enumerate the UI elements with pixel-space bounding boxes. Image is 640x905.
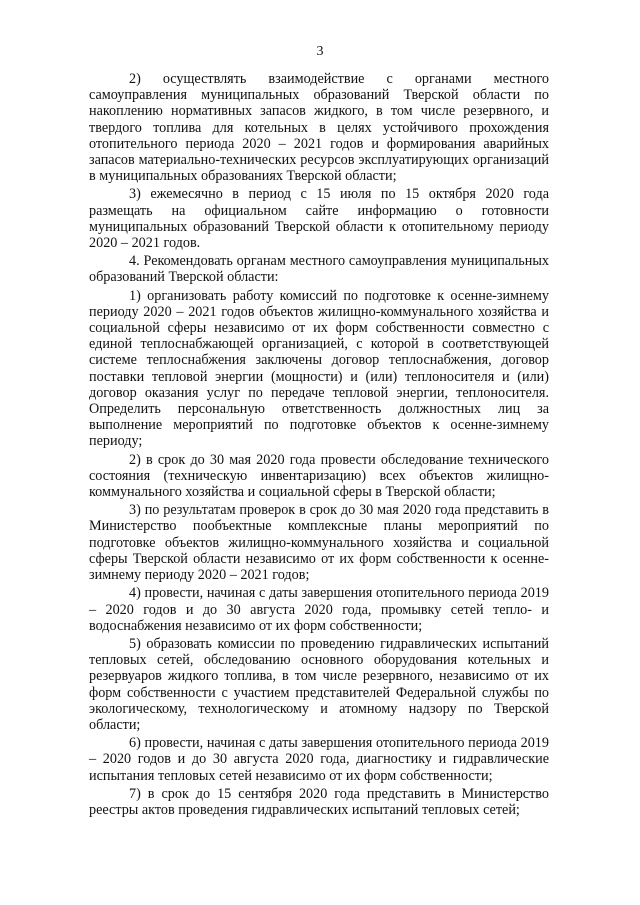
paragraph-subitem-2-inspection: 2) в срок до 30 мая 2020 года провести обследование технического состояния (техническую инвентаризацию) всех объектов жилищно-коммунального хозяйства и социальной сферы в Тверской области; [89, 451, 549, 501]
paragraph-section-4-recommendations: 4. Рекомендовать органам местного самоуправления муниципальных образований Тверской области: [89, 253, 549, 286]
paragraph-subitem-5-hydraulic-commissions: 5) образовать комиссии по проведению гидравлических испытаний тепловых сетей, обследованию основного оборудования котельных и резервуаров жидкого топлива, в том числе резервного, независимо от их форм собственности с участием представителей Федеральной службы по экологическому, технологическому и атомному надзору по Тверской области; [89, 635, 549, 733]
paragraph-item-3-monthly-publication: 3) ежемесячно в период с 15 июля по 15 октября 2020 года размещать на официальном сайте информацию о готовности муниципальных образований Тверской области к отопительному периоду 2020 – 2021 годов. [89, 186, 549, 252]
paragraph-subitem-4-flushing: 4) провести, начиная с даты завершения отопительного периода 2019 – 2020 годов и до 30 августа 2020 года, промывку сетей тепло- и водоснабжения независимо от их форм собственности; [89, 585, 549, 634]
document-body [89, 71, 549, 820]
paragraph-subitem-7-registers: 7) в срок до 15 сентября 2020 года представить в Министерство реестры актов проведения гидравлических испытаний тепловых сетей; [89, 785, 549, 818]
paragraph-subitem-3-plans: 3) по результатам проверок в срок до 30 мая 2020 года представить в Министерство пообъектные комплексные планы мероприятий по подготовке объектов жилищно-коммунального хозяйства и социальной сферы Тверской области независимо от их форм собственности к осенне-зимнему периоду 2020 – 2021 годов; [89, 502, 549, 584]
paragraph-item-2-interaction: 2) осуществлять взаимодействие с органами местного самоуправления муниципальных образований Тверской области по накоплению нормативных запасов жидкого, в том числе резервного, и твердого топлива для котельных в целях устойчивого прохождения отопительного периода 2020 – 2021 годов и формирования аварийных запасов материально-технических ресурсов эксплуатирующих организаций в муниципальных образованиях Тверской области; [89, 71, 549, 185]
page-number: 3 [316, 44, 324, 59]
paragraph-subitem-6-diagnostics: 6) провести, начиная с даты завершения отопительного периода 2019 – 2020 годов и до 30 августа 2020 года, диагностику и гидравлические испытания тепловых сетей независимо от их форм собственности; [89, 735, 549, 784]
paragraph-subitem-1-commissions: 1) организовать работу комиссий по подготовке к осенне-зимнему периоду 2020 – 2021 годов объектов жилищно-коммунального хозяйства и социальной сферы независимо от их форм собственности совместно с единой теплоснабжающей организацией, с которой в соответствующей системе теплоснабжения заключены договор теплоснабжения, договор поставки тепловой энергии (мощности) и (или) теплоносителя и (или) договор оказания услуг по передаче тепловой энергии, теплоносителя. Определить персональную ответственность должностных лиц за выполнение мероприятий по подготовке объектов к осенне-зимнему периоду; [89, 287, 549, 450]
